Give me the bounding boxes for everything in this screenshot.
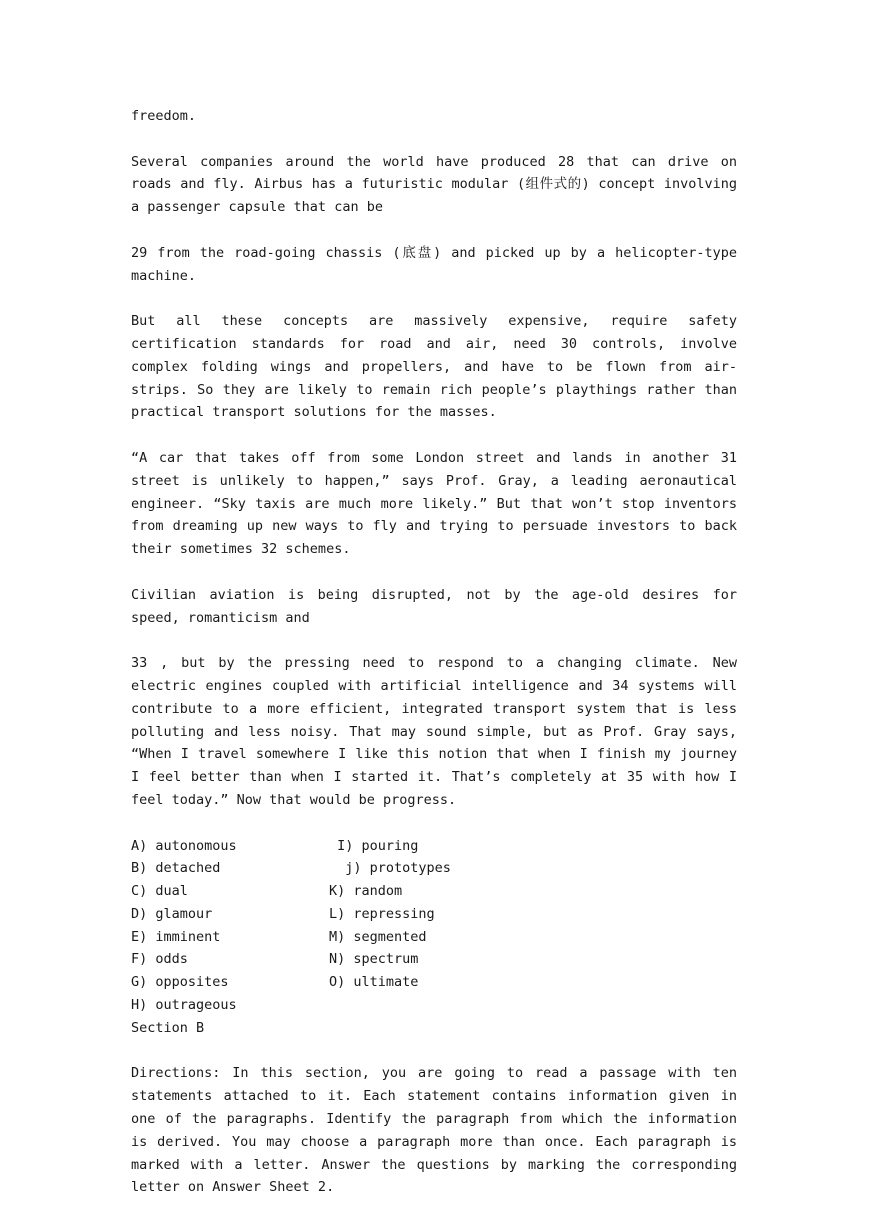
paragraph-quote: “A car that takes off from some London street and lands in another 31 street is unlikely to happen,” says Prof. Gray, a leading aeronautical engineer. “Sky taxis are much more likely.” But that won’t stop inventors from dreaming up new ways to fly and trying to persuade investors to back their sometimes 32 schemes. bbox=[131, 449, 737, 558]
option-i: I) pouring bbox=[329, 837, 419, 854]
option-a: A) autonomous bbox=[131, 837, 237, 854]
option-l: L) repressing bbox=[329, 905, 435, 922]
word-bank-row bbox=[131, 948, 737, 971]
option-j: j) prototypes bbox=[329, 860, 451, 877]
word-bank-row bbox=[131, 835, 737, 858]
option-e: E) imminent bbox=[131, 928, 221, 945]
word-bank-row bbox=[131, 880, 737, 903]
option-h: H) outrageous bbox=[131, 997, 237, 1014]
paragraph-concepts: But all these concepts are massively expensive, require safety certification standards for road and air, need 30 controls, involve complex folding wings and propellers, and have to be flown from air-strips. So they are likely to remain rich people’s playthings rather than practical transport solutions for the masses. bbox=[131, 313, 737, 421]
directions-paragraph: Directions: In this section, you are going to read a passage with ten statements attached to it. Each statement contains information given in one of the paragraphs. Identify the paragraph from which the information is derived. You may choose a paragraph more than once. Each paragraph is marked with a letter. Answer the questions by marking the corresponding letter on Answer Sheet 2. bbox=[131, 1065, 737, 1196]
paragraph-chassis: 29 from the road-going chassis (底盘) and picked up by a helicopter-type machine. bbox=[131, 244, 737, 284]
option-n: N) spectrum bbox=[329, 951, 419, 968]
option-g: G) opposites bbox=[131, 974, 229, 991]
paragraph-climate: 33 , but by the pressing need to respond to a changing climate. New electric engines coupled with artificial intelligence and 34 systems will contribute to a more efficient, integrated transport system that is less polluting and less noisy. That may sound simple, but as Prof. Gray says, “When I travel somewhere I like this notion that when I finish my journey I feel better than when I started it. That’s completely at 35 with how I feel today.” Now that would be progress. bbox=[131, 655, 737, 808]
document-page bbox=[131, 105, 737, 1222]
paragraph-companies: Several companies around the world have produced 28 that can drive on roads and fly. Airbus has a futuristic modular (组件式的) concept involving a passenger capsule that can be bbox=[131, 153, 737, 216]
option-d: D) glamour bbox=[131, 905, 213, 922]
option-k: K) random bbox=[329, 883, 403, 900]
word-bank bbox=[131, 835, 737, 1017]
word-bank-row bbox=[131, 857, 737, 880]
word-bank-row bbox=[131, 971, 737, 994]
word-bank-row bbox=[131, 994, 737, 1017]
section-title: Section B bbox=[131, 1019, 205, 1036]
paragraph-freedom: freedom. bbox=[131, 108, 197, 124]
word-bank-row bbox=[131, 903, 737, 926]
option-c: C) dual bbox=[131, 883, 188, 900]
option-o: O) ultimate bbox=[329, 974, 419, 991]
option-b: B) detached bbox=[131, 860, 221, 877]
option-m: M) segmented bbox=[329, 928, 427, 945]
paragraph-aviation: Civilian aviation is being disrupted, not by the age-old desires for speed, romanticism and bbox=[131, 586, 737, 626]
word-bank-row bbox=[131, 926, 737, 949]
option-f: F) odds bbox=[131, 951, 188, 968]
